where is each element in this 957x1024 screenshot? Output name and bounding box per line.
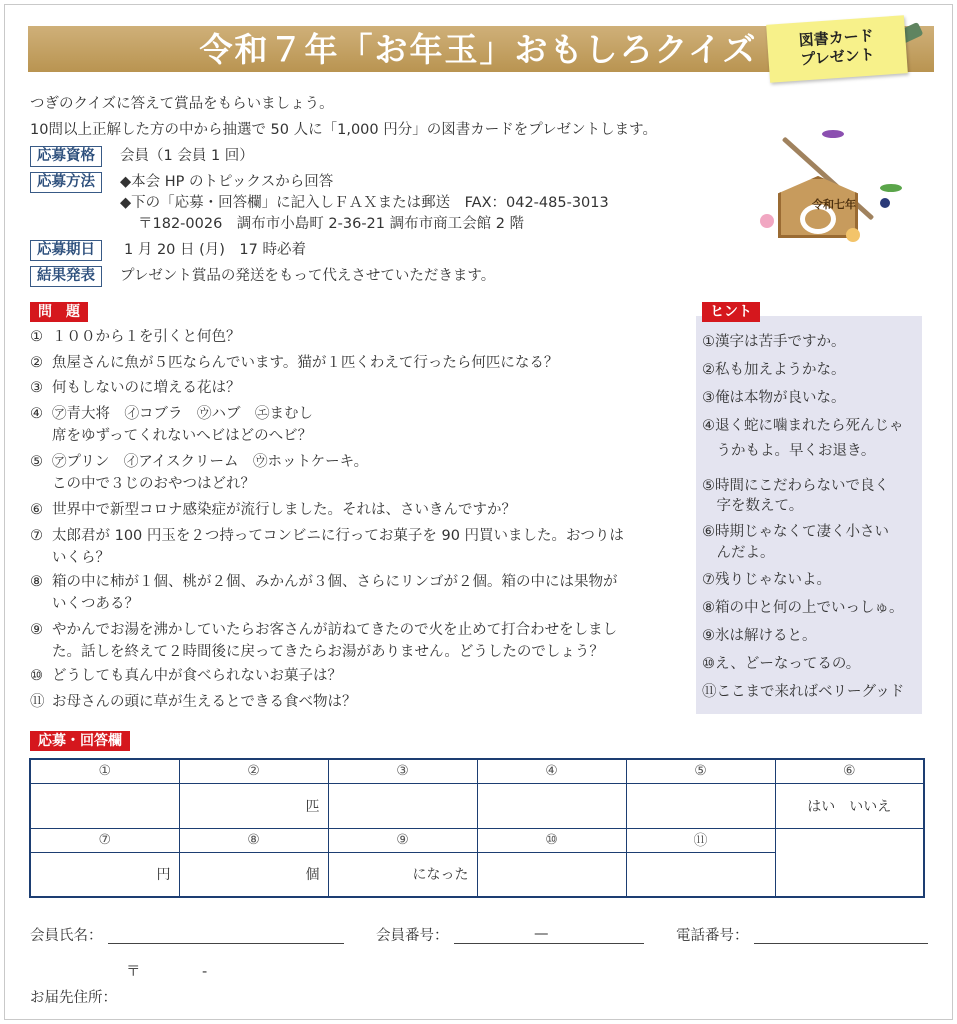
question-text: やかんでお湯を沸かしていたらお客さんが訪ねてきたので火を止めて打合わせをしまし [52, 622, 618, 638]
hint-4-cont: うかもよ。早くお退き。 [702, 443, 876, 459]
question-num: ⑨ [30, 622, 43, 638]
hint-11: ⑪ここまで来ればベリーグッド [702, 684, 905, 700]
question-text: 魚屋さんに魚が５匹ならんでいます。猫が１匹くわえて行ったら何匹になる？ [52, 355, 559, 371]
question-9 [30, 619, 617, 663]
intro-line-2: 10問以上正解した方の中から抽選で 50 人に「1,000 円分」の図書カードをプレゼントします。 [30, 122, 657, 138]
hint-9: ⑨氷は解けると。 [702, 628, 817, 644]
answer-field-3[interactable] [328, 783, 477, 828]
question-8 [30, 571, 618, 615]
question-text-cont: 席をゆずってくれないへビはどのへビ？ [52, 428, 313, 444]
page-title: 令和７年「お年玉」おもしろクイズ [199, 30, 758, 69]
questions-tag: 問 題 [30, 302, 88, 322]
method-line-2: ◆下の「応募・回答欄」に記入しＦＡＸまたは郵送 FAX：042-485-3013 [120, 195, 609, 211]
question-text-cont: た。話しを終えて２時間後に戻ってきたらお湯がありません。どうしたのでしょう？ [52, 644, 604, 660]
question-text: お母さんの頭に草が生えるとできる食べ物は？ [52, 694, 357, 710]
member-name-field[interactable] [108, 943, 344, 944]
answer-field-6[interactable]: はい いいえ [775, 783, 924, 828]
results-label: 結果発表 [30, 266, 102, 287]
answer-field-11[interactable] [626, 852, 775, 897]
member-number-label: 会員番号： [376, 928, 449, 944]
answer-num-1: ① [30, 759, 179, 783]
method-label: 応募方法 [30, 172, 102, 193]
member-number-field[interactable] [454, 943, 644, 944]
answer-field-2[interactable]: 匹 [179, 783, 328, 828]
question-num: ⑪ [30, 694, 45, 710]
question-1 [30, 326, 241, 348]
question-10 [30, 665, 342, 687]
results-value: プレゼント賞品の発送をもって代えさせていただきます。 [120, 268, 496, 284]
ema-text: 令和七年 [812, 198, 856, 211]
hint-3: ③俺は本物が良いな。 [702, 390, 846, 406]
question-5 [30, 451, 368, 495]
question-num: ⑦ [30, 528, 43, 544]
answer-field-10[interactable] [477, 852, 626, 897]
hint-6-cont: んだよ。 [702, 545, 775, 561]
question-num: ③ [30, 380, 43, 396]
postal-mark: 〒 [126, 964, 141, 980]
answer-num-3: ③ [328, 759, 477, 783]
answer-field-1[interactable] [30, 783, 179, 828]
member-name-label: 会員氏名： [30, 928, 103, 944]
question-text: どうしても真ん中が食べられないお菓子は？ [52, 668, 342, 684]
answer-num-7: ⑦ [30, 828, 179, 852]
flower-icon-yellow [846, 228, 860, 242]
question-text: 箱の中に柿が１個、桃が２個、みかんが３個、さらにリンゴが２個。箱の中には果物が [52, 574, 618, 590]
feather-icon [822, 130, 844, 138]
answer-input-row [30, 783, 924, 828]
method-line-1: ◆本会 HP のトピックスから回答 [120, 174, 334, 190]
deadline-value: 1 月 20 日 (月) 17 時必着 [124, 242, 306, 258]
question-6 [30, 499, 516, 521]
question-text: ㋐プリン ㋑アイスクリーム ㋒ホットケーキ。 [52, 454, 369, 470]
prize-badge-line1: 図書カード [798, 26, 875, 50]
question-num: ⑥ [30, 502, 43, 518]
hint-7: ⑦残りじゃないよ。 [702, 572, 831, 588]
question-num: ① [30, 329, 43, 345]
answer-header-row-2 [30, 828, 924, 852]
question-num: ② [30, 355, 43, 371]
hints-tag: ヒント [702, 302, 760, 322]
answer-field-4[interactable] [477, 783, 626, 828]
answer-empty-cell [775, 828, 924, 897]
member-number-dash: — [534, 926, 549, 942]
question-num: ⑧ [30, 574, 43, 590]
hint-6: ⑥時期じゃなくて凄く小さい [702, 524, 889, 540]
question-text: １００から１を引くと何色？ [52, 329, 241, 345]
hint-1: ①漢字は苦手ですか。 [702, 334, 846, 350]
phone-field[interactable] [754, 943, 928, 944]
hint-5: ⑤時間にこだわらないで良く [702, 478, 889, 494]
question-num: ④ [30, 406, 43, 422]
question-num: ⑤ [30, 454, 43, 470]
hint-2: ②私も加えようかな。 [702, 362, 846, 378]
answer-num-5: ⑤ [626, 759, 775, 783]
question-7 [30, 525, 624, 569]
answer-field-9[interactable]: になった [328, 852, 477, 897]
answer-num-9: ⑨ [328, 828, 477, 852]
answer-table [29, 758, 925, 898]
prize-badge [766, 15, 908, 82]
deadline-label: 応募期日 [30, 240, 102, 261]
address-label: お届先住所： [30, 990, 117, 1006]
question-11 [30, 691, 357, 713]
eligibility-value: 会員（1 会員 1 回） [120, 148, 254, 164]
flower-icon [760, 214, 774, 228]
hint-4: ④退く蛇に噛まれたら死んじゃ [702, 418, 904, 434]
question-text: 太郎君が 100 円玉を２つ持ってコンビニに行ってお菓子を 90 円買いました。おつりは [52, 528, 624, 544]
question-text-cont: この中で３じのおやつはどれ？ [52, 476, 255, 492]
answer-field-5[interactable] [626, 783, 775, 828]
answer-num-8: ⑧ [179, 828, 328, 852]
tassel-icon [880, 198, 890, 208]
prize-badge-line2: プレゼント [799, 45, 876, 69]
hint-8: ⑧箱の中と何の上でいっしゅ。 [702, 600, 904, 616]
intro-line-1: つぎのクイズに答えて賞品をもらいましょう。 [30, 96, 334, 112]
question-text: 世界中で新型コロナ感染症が流行しました。それは、さいきんですか？ [52, 502, 516, 518]
question-text-cont: いくつある？ [52, 596, 139, 612]
question-text: ㋐青大将 ㋑コブラ ㋒ハブ ㋓まむし [52, 406, 313, 422]
question-num: ⑩ [30, 668, 43, 684]
answer-field-8[interactable]: 個 [179, 852, 328, 897]
question-text-cont: いくら？ [52, 550, 110, 566]
answer-num-11: ⑪ [626, 828, 775, 852]
answer-num-10: ⑩ [477, 828, 626, 852]
question-3 [30, 377, 241, 399]
question-4 [30, 403, 313, 447]
hint-5-cont: 字を数えて。 [702, 498, 804, 514]
answer-num-6: ⑥ [775, 759, 924, 783]
answer-header-row [30, 759, 924, 783]
feather-icon-green [880, 184, 902, 192]
answer-num-4: ④ [477, 759, 626, 783]
postal-dash: - [202, 964, 208, 980]
question-text: 何もしないのに増える花は？ [52, 380, 241, 396]
eligibility-label: 応募資格 [30, 146, 102, 167]
answer-field-7[interactable]: 円 [30, 852, 179, 897]
answer-num-2: ② [179, 759, 328, 783]
phone-label: 電話番号： [676, 928, 749, 944]
hint-10: ⑩え、どーなってるの。 [702, 656, 861, 672]
method-line-3: 〒182-0026 調布市小島町 2-36-21 調布市商工会館 2 階 [138, 216, 525, 232]
question-2 [30, 352, 558, 374]
answer-tag: 応募・回答欄 [30, 731, 130, 751]
